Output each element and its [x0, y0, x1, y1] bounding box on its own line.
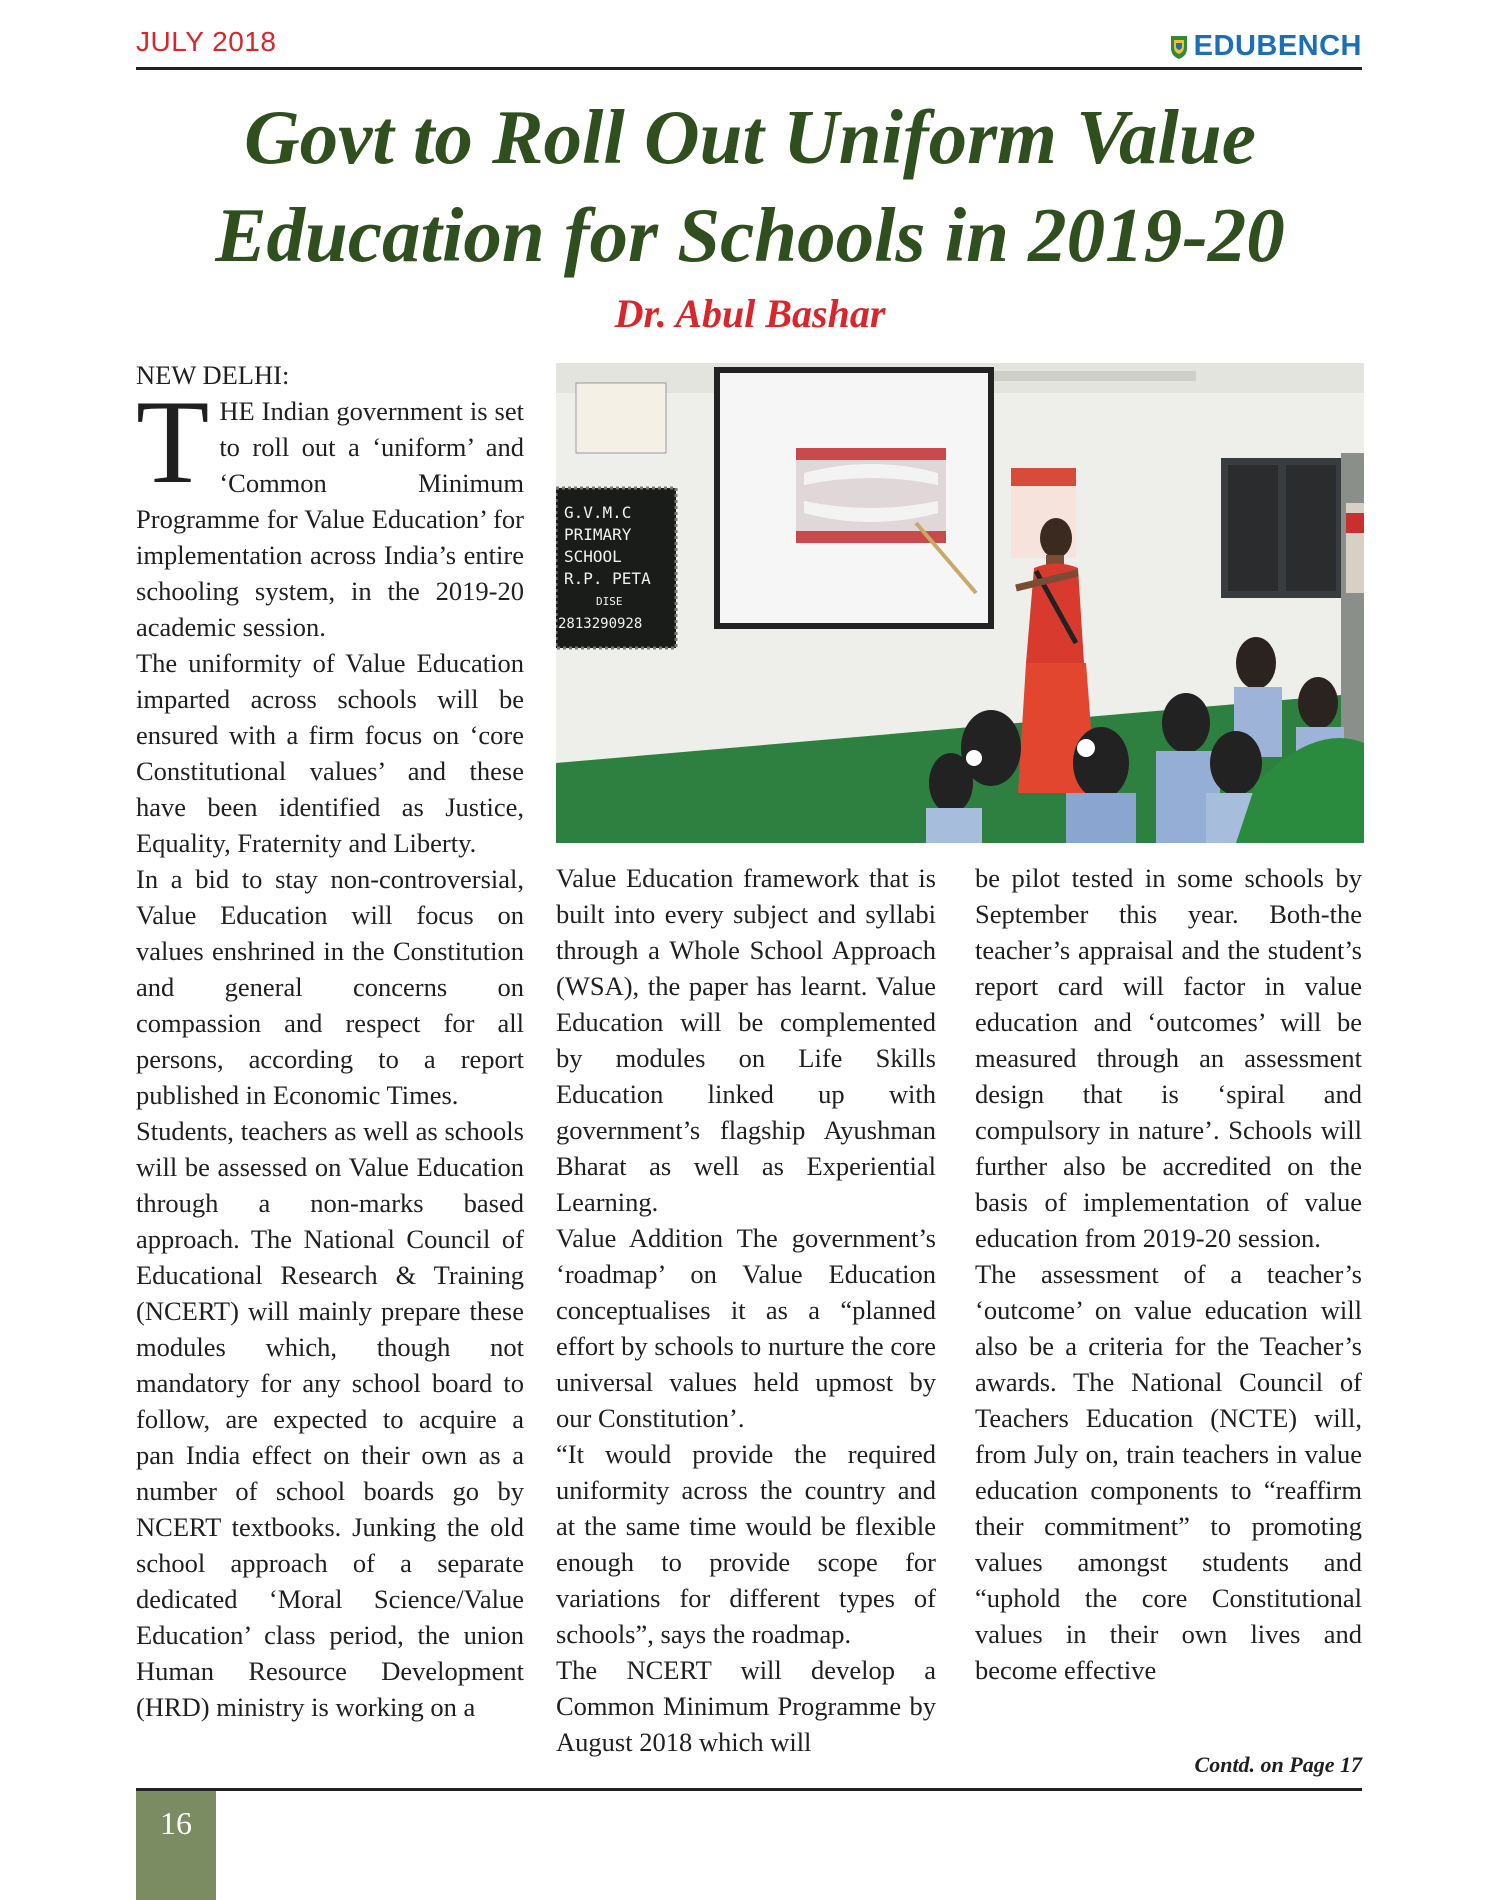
issue-date: JULY 2018: [136, 26, 277, 57]
board-line: G.V.M.C: [564, 503, 632, 522]
article-column-1: [136, 357, 524, 1725]
shield-logo-icon: [1170, 34, 1188, 60]
board-line: DISE: [596, 595, 623, 608]
brand-name: EDUBENCH: [1193, 30, 1362, 62]
paragraph: be pilot tested in some schools by September this year. Both-the teacher’s appraisal and the student’s report card will factor in value education and ‘outcomes’ will be measured through an assessment design that is ‘spiral and compulsory in nature’. Schools will further also be accredited on the basis of implementation of value education from 2019-20 session.: [975, 863, 1362, 1253]
drop-cap: T: [136, 375, 210, 508]
article-title: [110, 88, 1390, 284]
article-column-3: [975, 860, 1362, 1688]
article-column-2: [556, 860, 936, 1760]
article-author: Dr. Abul Bashar: [614, 291, 886, 336]
paragraph: “It would provide the required uniformity across the country and at the same time would be flexible enough to provide scope for variations for different types of schools”, says the roadmap.: [556, 1439, 936, 1649]
header-rule: [136, 67, 1362, 70]
paragraph: Students, teachers as well as schools will be assessed on Value Education through a non-marks based approach. The National Council of Educational Research & Training (NCERT) will mainly prepare these modules which, though not mandatory for any school board to follow, are expected to acquire a pan India effect on their own as a number of school boards go by NCERT textbooks. Junking the old school approach of a separate dedicated ‘Moral Science/Value Education’ class period, the union Human Resource Development (HRD) ministry is working on a: [136, 1116, 524, 1722]
paragraph: Value Addition The government’s ‘roadmap’ on Value Education conceptualises it as a “planned effort by schools to nurture the core universal values held upmost by our Constitution’.: [556, 1223, 936, 1433]
page-number: 16: [160, 1805, 192, 1841]
paragraph: The uniformity of Value Education imparted across schools will be ensured with a firm focus on ‘core Constitutional values’ and these have been identified as Justice, Equality, Fraternity and Liberty.: [136, 648, 524, 858]
board-line: PRIMARY: [564, 525, 632, 544]
title-line-1: Govt to Roll Out Uniform Value: [244, 94, 1256, 180]
board-line: 2813290928: [558, 616, 643, 632]
classroom-photo: [556, 363, 1364, 843]
page-number-box: [136, 1791, 216, 1900]
continued-note: Contd. on Page 17: [1194, 1752, 1362, 1777]
paragraph-text: HE Indian government is set to roll out a ‘uniform’ and ‘Common Minimum Programme for Value Education’ for implementation across India’s entire schooling system, in the 2019-20 academic session.: [136, 396, 524, 642]
dateline: NEW DELHI:: [136, 360, 290, 390]
title-line-2: Education for Schools in 2019-20: [215, 192, 1285, 278]
board-line: SCHOOL: [564, 547, 622, 566]
brand-logo: [1170, 30, 1362, 63]
board-line: R.P. PETA: [564, 569, 651, 588]
paragraph: The NCERT will develop a Common Minimum Programme by August 2018 which will: [556, 1655, 936, 1757]
paragraph: The assessment of a teacher’s ‘outcome’ on value education will also be a criteria for the Teacher’s awards. The National Council of Teachers Education (NCTE) will, from July on, train teachers in value education components to “reaffirm their commitment” to promoting values amongst students and “uphold the core Constitutional values in their own lives and become effective: [975, 1259, 1362, 1685]
paragraph: Value Education framework that is built into every subject and syllabi through a Whole School Approach (WSA), the paper has learnt. Value Education will be complemented by modules on Life Skills Education linked up with government’s flagship Ayushman Bharat as well as Experiential Learning.: [556, 863, 936, 1217]
footer-rule: [136, 1788, 1362, 1791]
paragraph: In a bid to stay non-controversial, Value Education will focus on values enshrined in the Constitution and general concerns on compassion and respect for all persons, according to a report published in Economic Times.: [136, 864, 524, 1110]
